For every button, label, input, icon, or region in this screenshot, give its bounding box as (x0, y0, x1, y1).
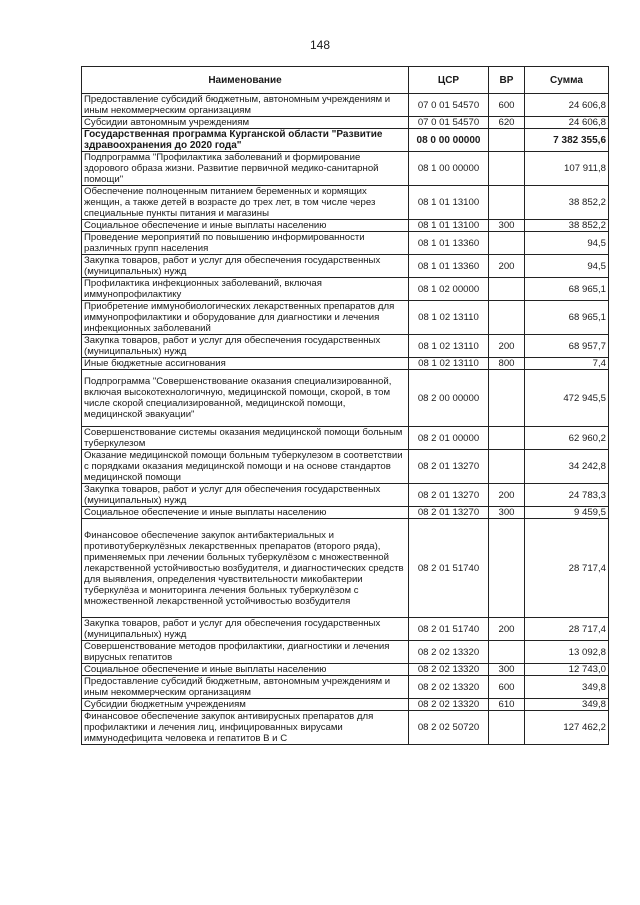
cell-name: Профилактика инфекционных заболеваний, включая иммунопрофилактику (82, 278, 409, 301)
cell-csr: 08 1 01 13100 (409, 186, 489, 220)
cell-sum: 349,8 (525, 676, 609, 699)
table-row (82, 301, 609, 335)
cell-name: Иные бюджетные ассигнования (82, 358, 409, 370)
header-name: Наименование (82, 67, 409, 94)
cell-name: Закупка товаров, работ и услуг для обеспечения государственных (муниципальных) нужд (82, 255, 409, 278)
cell-vr: 600 (489, 94, 525, 117)
cell-csr: 08 0 00 00000 (409, 129, 489, 152)
cell-vr (489, 152, 525, 186)
table-row (82, 711, 609, 745)
header-csr: ЦСР (409, 67, 489, 94)
cell-csr: 08 2 01 13270 (409, 507, 489, 519)
cell-sum: 94,5 (525, 255, 609, 278)
cell-sum: 38 852,2 (525, 186, 609, 220)
cell-vr: 200 (489, 484, 525, 507)
cell-sum: 68 957,7 (525, 335, 609, 358)
cell-sum: 24 606,8 (525, 117, 609, 129)
cell-sum: 107 911,8 (525, 152, 609, 186)
cell-sum: 472 945,5 (525, 370, 609, 427)
table-row (82, 519, 609, 618)
cell-csr: 08 2 01 51740 (409, 618, 489, 641)
cell-vr (489, 301, 525, 335)
table-row (82, 484, 609, 507)
cell-name: Предоставление субсидий бюджетным, автономным учреждениям и иным некоммерческим организациям (82, 94, 409, 117)
table-row (82, 335, 609, 358)
cell-csr: 08 2 02 13320 (409, 664, 489, 676)
cell-csr: 08 2 01 13270 (409, 484, 489, 507)
cell-vr: 200 (489, 255, 525, 278)
cell-vr: 610 (489, 699, 525, 711)
cell-csr: 08 1 01 13100 (409, 220, 489, 232)
cell-vr (489, 232, 525, 255)
cell-sum: 127 462,2 (525, 711, 609, 745)
cell-sum: 24 783,3 (525, 484, 609, 507)
cell-vr: 620 (489, 117, 525, 129)
cell-name: Социальное обеспечение и иные выплаты населению (82, 220, 409, 232)
cell-csr: 08 1 02 13110 (409, 358, 489, 370)
cell-name: Совершенствование системы оказания медицинской помощи больным туберкулезом (82, 427, 409, 450)
cell-csr: 07 0 01 54570 (409, 94, 489, 117)
cell-name: Приобретение иммунобиологических лекарственных препаратов для иммунопрофилактики и оборудование для диагностики и лечения инфекционных заболеваний (82, 301, 409, 335)
cell-name: Оказание медицинской помощи больным туберкулезом в соответствии с порядками оказания медицинской помощи и на основе стандартов медицинской помощи (82, 450, 409, 484)
cell-sum: 7,4 (525, 358, 609, 370)
table-body (82, 94, 609, 745)
cell-sum: 7 382 355,6 (525, 129, 609, 152)
cell-sum: 24 606,8 (525, 94, 609, 117)
table-row (82, 232, 609, 255)
cell-vr (489, 427, 525, 450)
table-row (82, 676, 609, 699)
table-row (82, 117, 609, 129)
cell-name: Закупка товаров, работ и услуг для обеспечения государственных (муниципальных) нужд (82, 618, 409, 641)
cell-csr: 08 1 01 13360 (409, 255, 489, 278)
cell-name: Финансовое обеспечение закупок антивирусных препаратов для профилактики и лечения лиц, инфицированных вирусами иммунодефицита человека и гепатитов В и С (82, 711, 409, 745)
table-row (82, 255, 609, 278)
header-sum: Сумма (525, 67, 609, 94)
cell-vr: 800 (489, 358, 525, 370)
cell-csr: 08 1 02 13110 (409, 335, 489, 358)
table-row (82, 186, 609, 220)
page-number: 148 (309, 38, 331, 52)
cell-sum: 28 717,4 (525, 618, 609, 641)
table-row (82, 641, 609, 664)
cell-vr (489, 641, 525, 664)
cell-name: Закупка товаров, работ и услуг для обеспечения государственных (муниципальных) нужд (82, 484, 409, 507)
cell-name: Подпрограмма "Профилактика заболеваний и формирование здорового образа жизни. Развитие первичной медико-санитарной помощи" (82, 152, 409, 186)
cell-csr: 08 2 02 13320 (409, 699, 489, 711)
cell-vr: 300 (489, 664, 525, 676)
cell-sum: 9 459,5 (525, 507, 609, 519)
cell-vr (489, 711, 525, 745)
table-row (82, 94, 609, 117)
table-row (82, 699, 609, 711)
cell-vr: 300 (489, 220, 525, 232)
cell-vr: 200 (489, 335, 525, 358)
table-row (82, 358, 609, 370)
cell-sum: 68 965,1 (525, 301, 609, 335)
cell-vr: 600 (489, 676, 525, 699)
cell-csr: 07 0 01 54570 (409, 117, 489, 129)
cell-vr: 200 (489, 618, 525, 641)
cell-csr: 08 2 02 13320 (409, 641, 489, 664)
cell-name: Обеспечение полноценным питанием беременных и кормящих женщин, а также детей в возрасте до трех лет, в том числе через специальные пункты питания и магазины (82, 186, 409, 220)
cell-name: Совершенствование методов профилактики, диагностики и лечения вирусных гепатитов (82, 641, 409, 664)
cell-name: Предоставление субсидий бюджетным, автономным учреждениям и иным некоммерческим организациям (82, 676, 409, 699)
cell-name: Государственная программа Курганской области "Развитие здравоохранения до 2020 года" (82, 129, 409, 152)
table-row (82, 507, 609, 519)
cell-sum: 349,8 (525, 699, 609, 711)
cell-csr: 08 2 01 13270 (409, 450, 489, 484)
cell-csr: 08 1 02 13110 (409, 301, 489, 335)
cell-csr: 08 2 00 00000 (409, 370, 489, 427)
cell-sum: 34 242,8 (525, 450, 609, 484)
cell-csr: 08 1 01 13360 (409, 232, 489, 255)
cell-csr: 08 1 02 00000 (409, 278, 489, 301)
cell-name: Социальное обеспечение и иные выплаты населению (82, 507, 409, 519)
table-row (82, 278, 609, 301)
cell-name: Социальное обеспечение и иные выплаты населению (82, 664, 409, 676)
table-row (82, 618, 609, 641)
cell-vr (489, 370, 525, 427)
table-row (82, 129, 609, 152)
cell-name: Финансовое обеспечение закупок антибактериальных и противотуберкулёзных лекарственных препаратов (второго ряда), применяемых при лечении больных туберкулёзом с множественной лекарственной устойчивостью возбудителя, и диагностических средств для выявления, определения чувствительности микобактерии туберкулёза и мониторинга лечения больных туберкулёзом с множественной лекарственной устойчивостью возбудителя (82, 519, 409, 618)
cell-sum: 12 743,0 (525, 664, 609, 676)
table-row (82, 450, 609, 484)
cell-vr: 300 (489, 507, 525, 519)
table-row (82, 370, 609, 427)
table-row (82, 664, 609, 676)
cell-sum: 62 960,2 (525, 427, 609, 450)
cell-vr (489, 129, 525, 152)
cell-vr (489, 519, 525, 618)
cell-vr (489, 186, 525, 220)
cell-csr: 08 2 01 51740 (409, 519, 489, 618)
cell-name: Субсидии автономным учреждениям (82, 117, 409, 129)
header-vr: ВР (489, 67, 525, 94)
table-row (82, 427, 609, 450)
cell-name: Субсидии бюджетным учреждениям (82, 699, 409, 711)
cell-name: Закупка товаров, работ и услуг для обеспечения государственных (муниципальных) нужд (82, 335, 409, 358)
table-row (82, 220, 609, 232)
cell-vr (489, 450, 525, 484)
cell-csr: 08 2 02 50720 (409, 711, 489, 745)
cell-vr (489, 278, 525, 301)
cell-csr: 08 2 01 00000 (409, 427, 489, 450)
cell-sum: 28 717,4 (525, 519, 609, 618)
table-header-row (82, 67, 609, 94)
table-row (82, 152, 609, 186)
cell-csr: 08 2 02 13320 (409, 676, 489, 699)
cell-sum: 94,5 (525, 232, 609, 255)
budget-table (81, 66, 609, 745)
cell-name: Подпрограмма "Совершенствование оказания специализированной, включая высокотехнологичную, медицинской помощи, скорой, в том числе скорой специализированной, медицинской помощи, медицинской эвакуации" (82, 370, 409, 427)
cell-sum: 68 965,1 (525, 278, 609, 301)
cell-sum: 38 852,2 (525, 220, 609, 232)
cell-name: Проведение мероприятий по повышению информированности различных групп населения (82, 232, 409, 255)
cell-csr: 08 1 00 00000 (409, 152, 489, 186)
cell-sum: 13 092,8 (525, 641, 609, 664)
